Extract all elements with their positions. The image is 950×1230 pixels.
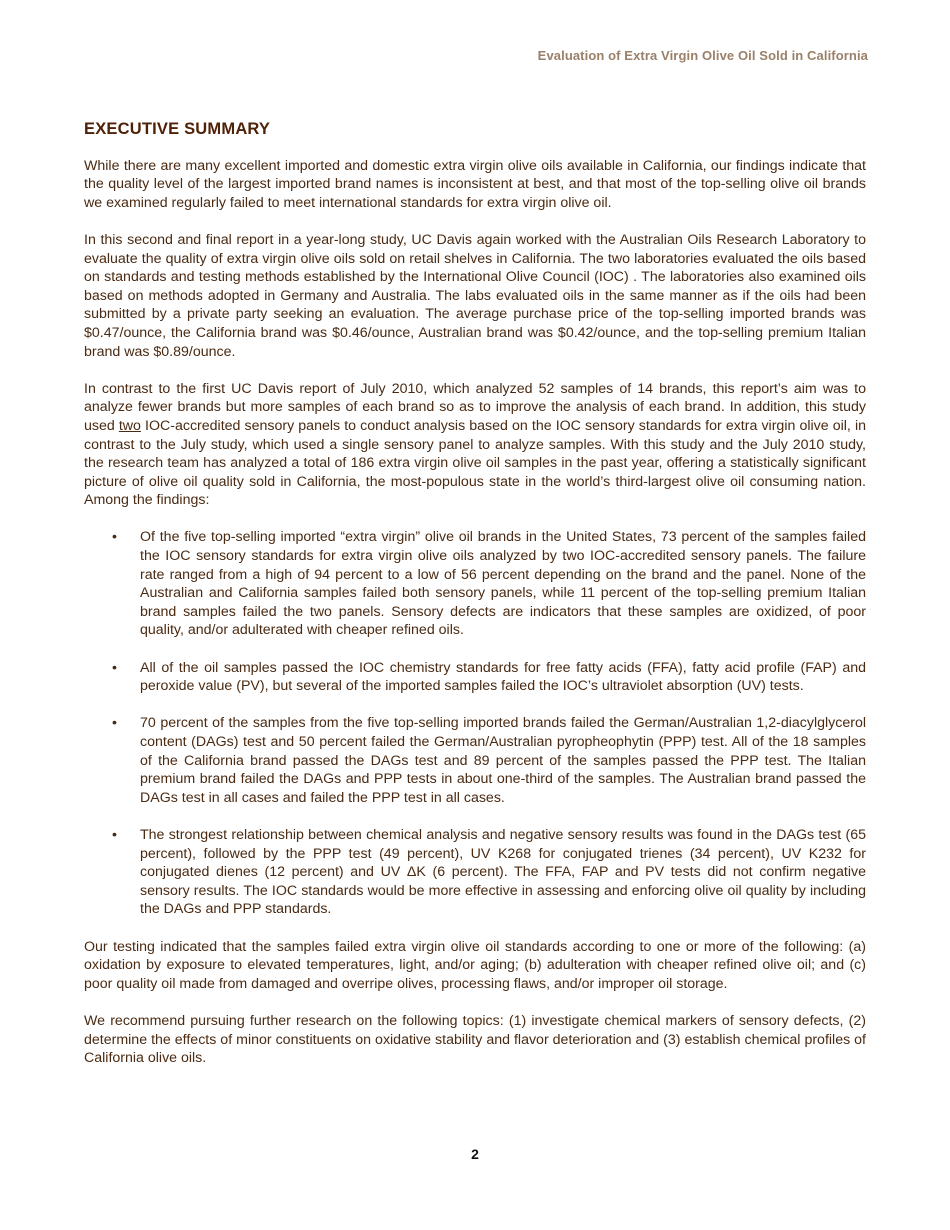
paragraph-intro: While there are many excellent imported and domestic extra virgin olive oils available in California, our findings indicate that the quality level of the largest imported brand names is inconsistent at best, and that most of the top-selling olive oil brands we examined regularly failed to meet international standards for extra virgin olive oil. [84, 157, 866, 211]
finding-text: 70 percent of the samples from the five top-selling imported brands failed the German/Australian 1,2-diacylglycerol content (DAGs) test and 50 percent failed the German/Australian pyropheophytin (PPP) test. All of the 18 samples of the California brand passed the DAGs test and 89 percent of the samples passed the PPP test. The Italian premium brand failed the DAGs and PPP tests in about one-third of the samples. The Australian brand passed the DAGs test in all cases and failed the PPP test in all cases. [140, 715, 866, 806]
finding-item [84, 714, 866, 807]
bullet-icon: • [112, 826, 117, 843]
finding-text: All of the oil samples passed the IOC chemistry standards for free fatty acids (FFA), fatty acid profile (FAP) and peroxide value (PV), but several of the imported samples failed the IOC’s ultraviolet absorption (UV) tests. [140, 659, 866, 695]
finding-text: The strongest relationship between chemical analysis and negative sensory results was found in the DAGs test (65 percent), followed by the PPP test (49 percent), UV K268 for conjugated trienes (34 percent), UV K232 for conjugated dienes (12 percent) and UV ΔK (6 percent). The FFA, FAP and PV tests did not confirm negative sensory results. The IOC standards would be more effective in assessing and enforcing olive oil quality by including the DAGs and PPP standards. [140, 826, 866, 918]
section-heading: EXECUTIVE SUMMARY [84, 120, 271, 138]
paragraph-contrast-part2: IOC-accredited sensory panels to conduct analysis based on the IOC sensory standards for extra virgin olive oil, in contrast to the July study, which used a single sensory panel to analyze samples. With this study and the July 2010 study, the research team has analyzed a total of 186 extra virgin olive oil samples in the past year, offering a statistically significant picture of olive oil quality sold in California, the most-populous state in the world’s third-largest olive oil consuming nation. Among the findings: [84, 417, 866, 509]
finding-item [84, 659, 866, 696]
bullet-icon: • [112, 659, 117, 676]
finding-item [84, 528, 866, 640]
paragraph-contrast-part1: In contrast to the first UC Davis report of July 2010, which analyzed 52 samples of 14 brands, this report’s aim was to analyze fewer brands but more samples of each brand so as to improve the analysis of each brand. In addition, this study used [84, 380, 866, 434]
finding-text: Of the five top-selling imported “extra virgin” olive oil brands in the United States, 73 percent of the samples failed the IOC sensory standards for extra virgin olive oils analyzed by two IOC-accredited sensory panels. The failure rate ranged from a high of 94 percent to a low of 56 percent depending on the brand and the panel. None of the Australian and California samples failed both sensory panels, while 11 percent of the top-selling premium Italian brand samples failed the two panels. Sensory defects are indicators that these samples are oxidized, of poor quality, and/or adulterated with cheaper refined oils. [140, 529, 866, 639]
underlined-two: two [118, 417, 141, 434]
paragraph-recommendations: We recommend pursuing further research on the following topics: (1) investigate chemical markers of sensory defects, (2) determine the effects of minor constituents on oxidative stability and flavor deterioration and (3) establish chemical profiles of California olive oils. [84, 1012, 866, 1067]
bullet-icon: • [112, 715, 117, 732]
paragraph-contrast [84, 380, 866, 510]
running-header: Evaluation of Extra Virgin Olive Oil Sold in California [537, 48, 868, 63]
bullet-icon: • [112, 529, 117, 546]
findings-list [84, 528, 866, 918]
document-body [84, 120, 866, 1086]
paragraph-study: In this second and final report in a year-long study, UC Davis again worked with the Australian Oils Research Laboratory to evaluate the quality of extra virgin olive oils sold on retail shelves in California. The two laboratories evaluated the oils based on standards and testing methods established by the International Olive Council (IOC) . The laboratories also examined oils based on methods adopted in Germany and Australia. The labs evaluated oils in the same manner as if the oils had been submitted by a private party seeking an evaluation. The average purchase price of the top-selling imported brands was $0.47/ounce, the California brand was $0.46/ounce, Australian brand was $0.42/ounce, and the top-selling premium Italian brand was $0.89/ounce. [84, 231, 866, 360]
page-number: 2 [471, 1146, 479, 1162]
paragraph-failure-causes: Our testing indicated that the samples failed extra virgin olive oil standards according to one or more of the following: (a) oxidation by exposure to elevated temperatures, light, and/or aging; (b) adulteration with cheaper refined olive oil; and (c) poor quality oil made from damaged and overripe olives, processing flaws, and/or improper oil storage. [84, 938, 866, 992]
finding-item [84, 826, 866, 919]
